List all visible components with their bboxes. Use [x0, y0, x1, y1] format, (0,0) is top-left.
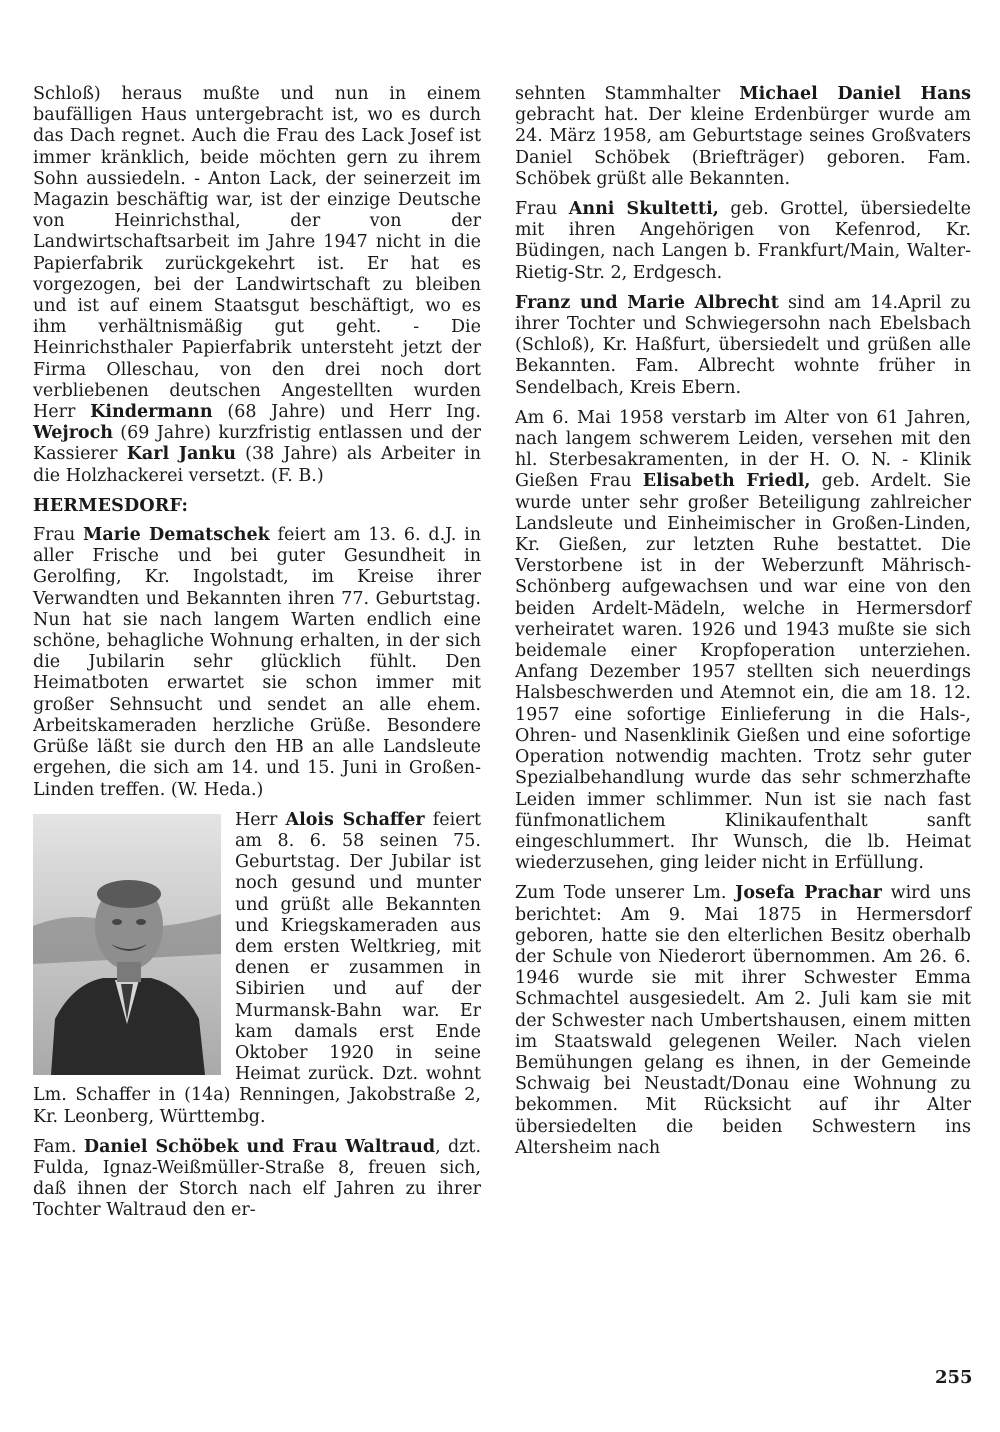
text-run: feiert am 8. 6. 58 seinen 75. Geburtstag. Der Jubilar ist noch gesund und munter und grüßt alle Bekannten und Kriegskameraden aus dem ersten Weltkrieg, mit denen er zusammen in Sibirien und auf der Murmansk-Bahn war. Er kam damals erst Ende Oktober 1920 in seine Heimat zurück. Dzt. wohnt Lm. Schaffer in (14a) Renningen, Jakobstraße 2, Kr. Leonberg, Württembg.: [33, 809, 481, 1127]
paragraph-friedl-obituary: [515, 408, 971, 874]
text-run: Frau: [515, 199, 569, 220]
text-run: (38 Jahre) als Arbeiter in die Holzhackerei versetzt. (F. B.): [33, 444, 481, 486]
paragraph-albrecht-move: [515, 293, 971, 399]
text-run: (69 Jahre) kurzfristig entlassen und der Kassierer: [33, 423, 481, 465]
portrait-photo-image: [33, 814, 221, 1075]
paragraph-schoebek-continued: [515, 84, 971, 190]
text-run: sind am 14.April zu ihrer Tochter und Schwiegersohn nach Ebelsbach (Schloß), Kr. Haßfurt, übersiedelt und grüßen alle Bekannten. Fam. Albrecht wohnte früher in Sendelbach, Kreis Ebern.: [515, 292, 971, 398]
text-run: gebracht hat. Der kleine Erdenbürger wurde am 24. März 1958, am Geburtstage seines Großvaters Daniel Schöbek (Briefträger) geboren. Fam. Schöbek grüßt alle Bekannten.: [515, 105, 971, 189]
paragraph-dematschek-birthday: [33, 525, 481, 801]
paragraph-skultetti-move: [515, 199, 971, 284]
left-column: [33, 84, 481, 1231]
text-run: , dzt. Fulda, Ignaz-Weißmüller-Straße 8, freuen sich, daß ihnen der Storch nach elf Jahren zu ihrer Tochter Waltraud den er-: [33, 1136, 482, 1221]
bold-name: Marie Dematschek: [83, 525, 270, 546]
bold-name: Josefa Prachar: [735, 883, 882, 904]
page-number: 255: [935, 1367, 973, 1388]
text-run: Zum Tode unserer Lm.: [515, 883, 736, 904]
bold-name: Kindermann: [90, 402, 213, 423]
paragraph-schaffer-birthday: [33, 810, 481, 1128]
right-column: [515, 84, 971, 1168]
text-run: feiert am 13. 6. d.J. in aller Frische und bei guter Gesundheit in Gerolfing, Kr. Ingolstadt, im Kreise ihrer Verwandten und Bekannten ihren 77. Geburtstag. Nun hat sie nach langem Warten endlich eine schöne, behagliche Wohnung erhalten, in der sich die Jubilarin sehr glücklich fühlt. Den Heimatboten erwartet sie schon immer mit großer Sehnsucht und sendet an alle ehem. Arbeitskameraden herzliche Grüße. Besondere Grüße läßt sie durch den HB an alle Landsleute ergehen, die sich am 14. und 15. Juni in Großen-Linden treffen. (W. Heda.): [33, 525, 482, 800]
paragraph-schoebek-family: [33, 1137, 481, 1222]
bold-name: Daniel Schöbek und Frau Waltraud: [83, 1136, 436, 1157]
text-run: wird uns berichtet: Am 9. Mai 1875 in Hermersdorf geboren, hatte sie den elterlichen Besitz oberhalb der Schule von Niederort übernommen. Am 26. 6. 1946 wurde sie mit ihrer Schwester Emma Schmachtel ausgesiedelt. Am 2. Juli kam sie mit der Schwester nach Umbertshausen, einem mitten im Staatswald gelegenen Weiler. Nach vielen Bemühungen gelang es ihnen, in der Gemeinde Schwaig bei Neustadt/Donau eine Wohnung zu bekommen. Mit Rücksicht auf ihr Alter übersiedelten die beiden Schwestern ins Altersheim nach: [515, 883, 971, 1158]
bold-name: Alois Schaffer: [285, 809, 425, 830]
text-run: Schloß) heraus mußte und nun in einem baufälligen Haus untergebracht ist, wo es durch das Dach regnet. Auch die Frau des Lack Josef ist immer kränklich, beide möchten gern zu ihrem Sohn aussiedeln. - Anton Lack, der seinerzeit im Magazin beschäftig war, ist der einzige Deutsche von Heinrichsthal, der von der Landwirtschaftsarbeit im Jahre 1947 nicht in die Papierfabrik zurückgekehrt ist. Er hat es vorgezogen, bei der Landwirtschaft zu bleiben und ist auf einem Staatsgut beschäftigt, wo es ihm verhältnismäßig gut geht. - Die Heinrichsthaler Papierfabrik untersteht jetzt der Firma Olleschau, von den drei noch dort verbliebenen deutschen Angestellten wurden Herr: [33, 84, 481, 423]
text-run: Herr: [235, 809, 286, 830]
text-run: geb. Grottel, übersiedelte mit ihren Angehörigen von Kefenrod, Kr. Büdingen, nach Langen b. Frankfurt/Main, Walter-Rietig-Str. 2, Erdgesch.: [515, 199, 971, 283]
text-run: Fam.: [33, 1136, 84, 1157]
paragraph-heinrichsthal-factory: [33, 84, 481, 487]
bold-name: Franz und Marie Albrecht: [515, 292, 779, 313]
bold-name: Anni Skultetti,: [568, 199, 719, 220]
text-run: (68 Jahre) und Herr Ing.: [212, 402, 481, 423]
bold-name: Michael Daniel Hans: [739, 84, 971, 104]
section-heading-hermesdorf: HERMESDORF:: [33, 495, 189, 516]
text-run: geb. Ardelt. Sie wurde unter sehr großer Beteiligung zahlreicher Landsleute und Einheimischer in Großen-Linden, Kr. Gießen, zur letzten Ruhe bestattet. Die Verstorbene ist in der Weberzunft Mährisch-Schönberg aufgewachsen und war eine von den beiden Ardelt-Mädeln, welche in Hermersdorf verheiratet waren. 1926 und 1943 mußte sie sich beidemale einer Kropfoperation unterziehen. Anfang Dezember 1957 stellten sich neuerdings Halsbeschwerden und Atemnot ein, die am 18. 12. 1957 eine sofortige Einlieferung in die Hals-, Ohren- und Nasenklinik Gießen und eine sofortige Operation notwendig machten. Trotz sehr guter Spezialbehandlung wurde das sehr schmerzhafte Leiden immer schlimmer. Nun ist sie nach fast fünfmonatlichem Klinikaufenthalt sanft eingeschlummert. Ihr Wunsch, die lb. Heimat wiederzusehen, ging leider nicht in Erfüllung.: [515, 471, 971, 874]
text-run: Frau: [33, 525, 83, 546]
bold-name: Elisabeth Friedl,: [642, 471, 811, 492]
text-run: Am 6. Mai 1958 verstarb im Alter von 61 Jahren, nach langem schwerem Leiden, versehen mit den hl. Sterbesakramenten, in der H. O. N. - Klinik Gießen Frau: [515, 407, 971, 492]
portrait-photo: [33, 814, 221, 1075]
bold-name: Wejroch: [33, 423, 113, 444]
text-run: sehnten Stammhalter: [515, 84, 740, 104]
paragraph-prachar-obituary: [515, 883, 971, 1159]
bold-name: Karl Janku: [126, 444, 236, 465]
